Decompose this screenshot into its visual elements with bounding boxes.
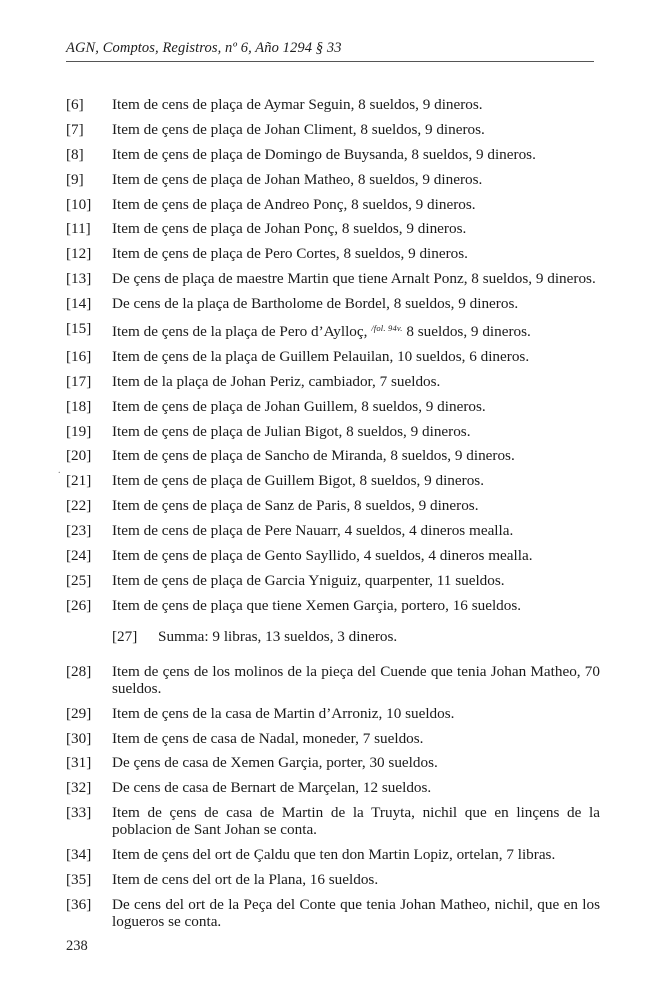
entry-text: De cens de casa de Bernart de Marçelan, 12 sueldos.	[112, 779, 432, 797]
entry-number: [32]	[66, 779, 92, 797]
entry-text: Item de çens de plaça de Andreo Ponç, 8 sueldos, 9 dineros.	[112, 195, 476, 213]
entry-28	[66, 663, 600, 697]
entry-list	[66, 96, 600, 938]
entry-30	[66, 730, 600, 747]
entry-number: [23]	[66, 522, 92, 540]
entry-number: [6]	[66, 96, 84, 113]
entry-text: Item de çens de plaça que tiene Xemen Garçia, portero, 16 sueldos.	[112, 596, 522, 614]
entry-text: De cens del ort de la Peça del Conte que tenia Johan Matheo, nichil, que en los logueros se conta.	[112, 895, 600, 930]
entry-27-summa	[66, 628, 600, 645]
entry-text: Item de çens de plaça de Johan Ponç, 8 sueldos, 9 dineros.	[112, 220, 467, 238]
entry-31	[66, 754, 600, 771]
entry-22	[66, 497, 600, 514]
margin-mark: .	[58, 465, 61, 476]
entry-text: Item de çens de plaça de Pero Cortes, 8 sueldos, 9 dineros.	[112, 245, 468, 263]
entry-text: Item de çens de plaça de Johan Guillem, 8 sueldos, 9 dineros.	[112, 397, 486, 415]
entry-number: [27]	[112, 627, 138, 645]
entry-number: [24]	[66, 547, 92, 565]
entry-number: [30]	[66, 729, 92, 747]
entry-text: Item de çens de plaça de Domingo de Buysanda, 8 sueldos, 9 dineros.	[112, 145, 536, 163]
entry-33	[66, 804, 600, 838]
entry-18	[66, 398, 600, 415]
entry-text: Item de cens de plaça de Pere Nauarr, 4 sueldos, 4 dineros mealla.	[112, 522, 514, 540]
entry-number: [31]	[66, 754, 92, 772]
entry-20	[66, 447, 600, 464]
entry-number: [35]	[66, 871, 92, 889]
page-number: 238	[66, 938, 88, 954]
entry-9	[66, 171, 600, 188]
entry-25	[66, 572, 600, 589]
entry-number: [20]	[66, 447, 92, 465]
entry-17	[66, 373, 600, 390]
entry-number: [13]	[66, 270, 92, 288]
entry-7	[66, 121, 600, 138]
entry-number: [14]	[66, 295, 92, 313]
entry-24	[66, 547, 600, 564]
entry-number: [9]	[66, 170, 84, 188]
entry-text: Item de çens de los molinos de la pieça del Cuende que tenia Johan Matheo, 70 sueldos.	[112, 662, 600, 697]
entry-text: Item de çens de la plaça de Guillem Pelauilan, 10 sueldos, 6 dineros.	[112, 347, 530, 365]
entry-number: [29]	[66, 704, 92, 722]
entry-number: [12]	[66, 245, 92, 263]
entry-number: [28]	[66, 662, 92, 680]
entry-number: [11]	[66, 220, 91, 238]
running-head: AGN, Comptos, Registros, nº 6, Año 1294 § 33	[66, 40, 342, 56]
entry-number: [21]	[66, 472, 92, 490]
entry-text: Item de çens del ort de Çaldu que ten don Martin Lopiz, ortelan, 7 libras.	[112, 846, 556, 864]
entry-text: Item de çens de plaça de Sancho de Miranda, 8 sueldos, 9 dineros.	[112, 447, 515, 465]
entry-34	[66, 846, 600, 863]
entry-text: De çens de casa de Xemen Garçia, porter, 30 sueldos.	[112, 754, 438, 772]
entry-number: [17]	[66, 372, 92, 390]
entry-text: Item de çens de plaça de Johan Matheo, 8 sueldos, 9 dineros.	[112, 170, 483, 188]
entry-number: [10]	[66, 195, 92, 213]
entry-number: [15]	[66, 320, 92, 338]
entry-36	[66, 896, 600, 930]
entry-number: [22]	[66, 497, 92, 515]
entry-text	[112, 320, 600, 340]
entry-26	[66, 597, 600, 614]
entry-10	[66, 196, 600, 213]
entry-number: [25]	[66, 571, 92, 589]
entry-number: [34]	[66, 846, 92, 864]
entry-number: [18]	[66, 397, 92, 415]
entry-text: Item de çens de plaça de Johan Climent, 8 sueldos, 9 dineros.	[112, 120, 485, 138]
entry-text: Item de la plaça de Johan Periz, cambiador, 7 sueldos.	[112, 372, 441, 390]
entry-text: Item de çens de casa de Martin de la Truyta, nichil que en linçens de la poblacion de Sant Johan se conta.	[112, 804, 600, 839]
entry-number: [16]	[66, 347, 92, 365]
entry-12	[66, 245, 600, 262]
entry-32	[66, 779, 600, 796]
entry-text: De çens de plaça de maestre Martin que tiene Arnalt Ponz, 8 sueldos, 9 dineros.	[112, 270, 596, 288]
entry-16	[66, 348, 600, 365]
entry-text: Item de çens de la casa de Martin d’Arroniz, 10 sueldos.	[112, 704, 455, 722]
entry-6	[66, 96, 600, 113]
entry-text: Item de çens de plaça de Gento Sayllido, 4 sueldos, 4 dineros mealla.	[112, 547, 533, 565]
entry-text: Item de çens de plaça de Garcia Yniguiz, quarpenter, 11 sueldos.	[112, 571, 505, 589]
entry-21	[66, 472, 600, 489]
entry-text: Item de cens de plaça de Aymar Seguin, 8 sueldos, 9 dineros.	[112, 96, 483, 113]
summa-text: Summa: 9 libras, 13 sueldos, 3 dineros.	[158, 627, 398, 645]
entry-19	[66, 423, 600, 440]
entry-35	[66, 871, 600, 888]
entry-29	[66, 705, 600, 722]
entry-23	[66, 522, 600, 539]
entry-number: [8]	[66, 145, 84, 163]
entry-14	[66, 295, 600, 312]
entry-text-after: 8 sueldos, 9 dineros.	[402, 323, 531, 341]
entry-text: Item de çens de plaça de Guillem Bigot, 8 sueldos, 9 dineros.	[112, 472, 485, 490]
entry-text: De cens de la plaça de Bartholome de Bordel, 8 sueldos, 9 dineros.	[112, 295, 519, 313]
entry-15	[66, 320, 600, 340]
entry-text: Item de çens de plaça de Sanz de Paris, 8 sueldos, 9 dineros.	[112, 497, 479, 515]
entry-text: Item de çens de plaça de Julian Bigot, 8 sueldos, 9 dineros.	[112, 422, 471, 440]
entry-text: Item de cens del ort de la Plana, 16 sueldos.	[112, 871, 379, 889]
entry-number: [26]	[66, 596, 92, 614]
entry-13	[66, 270, 600, 287]
entry-number: [19]	[66, 422, 92, 440]
entry-number: [7]	[66, 120, 84, 138]
folio-marker: /fol. 94v.	[371, 323, 403, 334]
entry-text-before: Item de çens de la plaça de Pero d’Aylloç,	[112, 323, 372, 341]
entry-8	[66, 146, 600, 163]
entry-number: [36]	[66, 895, 92, 913]
header-rule	[66, 61, 594, 62]
entry-text: Item de çens de casa de Nadal, moneder, 7 sueldos.	[112, 729, 424, 747]
entry-11	[66, 220, 600, 237]
entry-number: [33]	[66, 804, 92, 822]
